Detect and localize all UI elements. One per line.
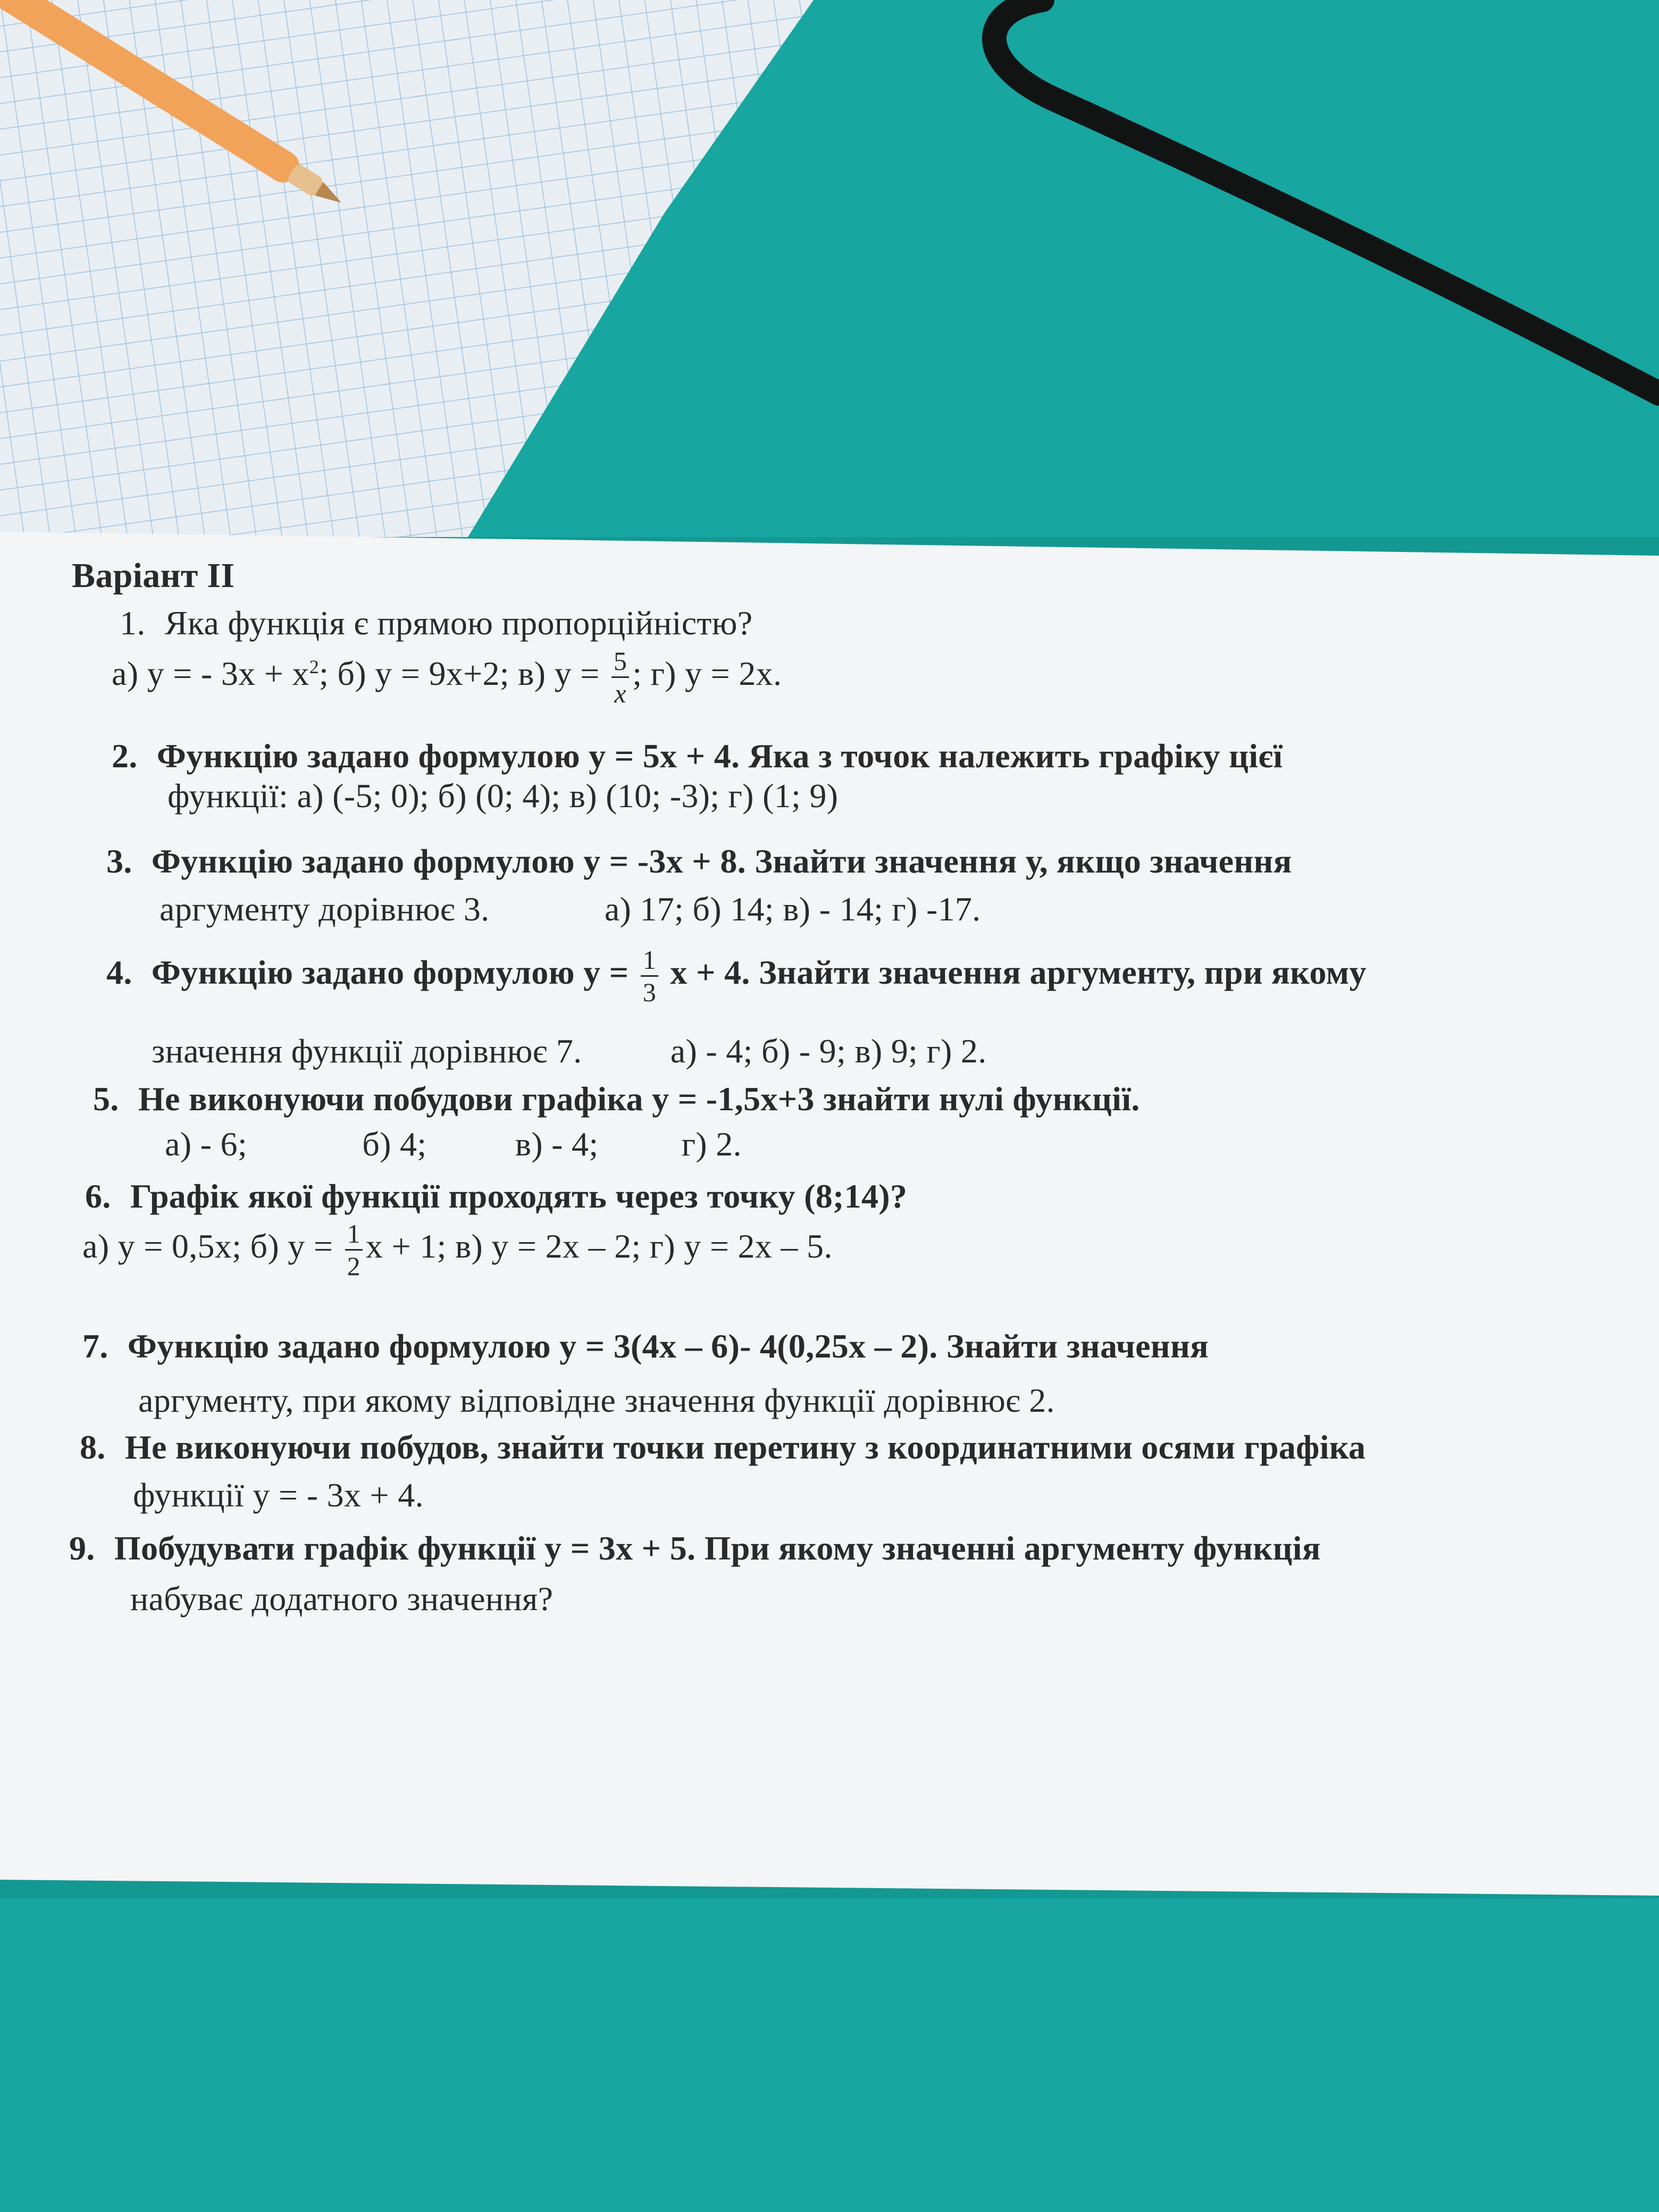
task-number: 6. (85, 1177, 111, 1215)
option-text: а) y = - 3x + x (112, 655, 309, 693)
task-1-question (120, 606, 753, 640)
task-6-options (82, 1220, 833, 1279)
task-5-line-1 (93, 1082, 1140, 1116)
fraction-numerator: 5 (611, 648, 629, 678)
option-text: а) y = 0,5x; б) y = (82, 1227, 333, 1266)
task-4-line-2 (152, 1034, 987, 1068)
task-number: 8. (80, 1428, 106, 1466)
option-text: x + 1; в) y = 2x – 2; г) y = 2x – 5. (365, 1227, 833, 1266)
fraction (345, 1220, 363, 1279)
answer-option-b: б) 4; (362, 1125, 427, 1163)
fraction-denominator: x (614, 678, 626, 708)
task-number: 2. (112, 737, 138, 775)
task-text: Побудувати графік функції y = 3x + 5. При якому значенні аргументу функція (114, 1529, 1321, 1567)
task-text: Функцію задано формулою y = 5x + 4. Яка з точок належить графіку цієї (156, 737, 1283, 775)
task-8-line-2: функції y = - 3x + 4. (133, 1476, 424, 1514)
task-number: 1. (120, 604, 146, 642)
task-text: x + 4. Знайти значення аргументу, при якому (670, 953, 1367, 992)
task-text: Функцію задано формулою y = -3x + 8. Знайти значення у, якщо значення (151, 842, 1292, 880)
task-number: 7. (82, 1327, 108, 1365)
task-6-question (85, 1179, 907, 1213)
answer-options: а) - 4; б) - 9; в) 9; г) 2. (670, 1032, 987, 1070)
task-3-line-2 (160, 892, 981, 926)
task-text: Функцію задано формулою y = 3(4x – 6)- 4(0,25x – 2). Знайти значення (127, 1327, 1209, 1365)
task-text: Не виконуючи побудови графіка y = -1,5x+3 знайти нулі функції. (138, 1080, 1140, 1118)
fraction-numerator: 1 (641, 946, 658, 977)
task-number: 4. (106, 953, 132, 992)
task-9-line-1 (69, 1531, 1321, 1565)
task-7-line-1 (82, 1329, 1209, 1363)
task-text: значення функції дорівнює 7. (152, 1032, 582, 1070)
task-1-options (112, 648, 782, 707)
answer-options: а) 17; б) 14; в) - 14; г) -17. (604, 890, 981, 928)
task-4-line-1 (106, 946, 1367, 1006)
task-2-line-2: функції: а) (-5; 0); б) (0; 4); в) (10; -3); г) (1; 9) (167, 777, 839, 815)
task-number: 3. (106, 842, 132, 880)
task-number: 5. (93, 1080, 119, 1118)
worksheet-heading: Варіант II (72, 556, 235, 595)
fraction (611, 648, 629, 707)
fraction (641, 946, 658, 1006)
task-text: Не виконуючи побудов, знайти точки перетину з координатними осями графіка (124, 1428, 1366, 1466)
task-2-line-1 (112, 739, 1283, 773)
task-text: Функцію задано формулою y = (151, 953, 629, 992)
fraction-denominator: 3 (642, 977, 657, 1007)
answer-option-c: в) - 4; (515, 1125, 599, 1163)
fraction-numerator: 1 (345, 1220, 363, 1251)
task-number: 9. (69, 1529, 95, 1567)
answer-option-d: г) 2. (681, 1125, 742, 1163)
task-text: Яка функція є прямою пропорційністю? (164, 604, 753, 642)
task-text: Графік якої функції проходять через точку (8;14)? (130, 1177, 908, 1215)
exponent: 2 (309, 656, 320, 677)
option-text: ; б) y = 9x+2; в) y = (319, 655, 600, 693)
option-text: ; г) y = 2x. (632, 655, 782, 693)
task-5-options (165, 1127, 742, 1161)
answer-option-a: а) - 6; (165, 1125, 247, 1163)
worksheet (0, 526, 1659, 1888)
task-7-line-2: аргументу, при якому відповідне значення функції дорівнює 2. (138, 1381, 1055, 1419)
fraction-denominator: 2 (347, 1251, 361, 1281)
task-text: аргументу дорівнює 3. (160, 890, 490, 928)
task-8-line-1 (80, 1430, 1365, 1464)
task-3-line-1 (106, 844, 1292, 878)
task-9-line-2: набуває додатного значення? (130, 1580, 554, 1618)
